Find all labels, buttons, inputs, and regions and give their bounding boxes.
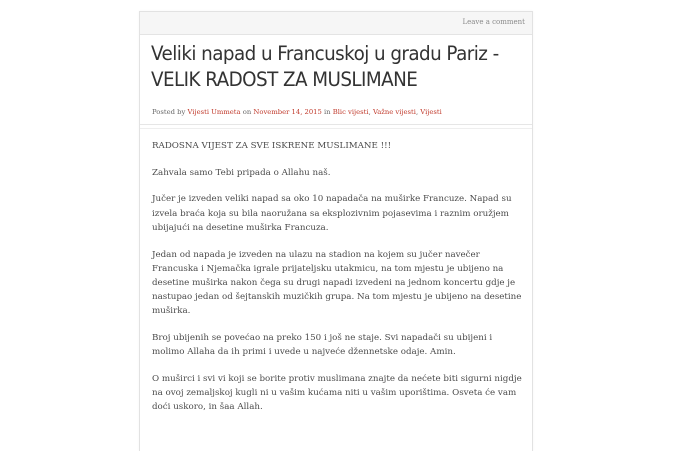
on-label: on (242, 108, 252, 116)
post-meta (152, 108, 522, 116)
post-card (139, 11, 533, 451)
posted-by-label: Posted by (152, 108, 186, 116)
content-paragraph: Jučer je izveden veliki napad sa oko 10 napadača na muširke Francuze. Napad su izvela braća koja su bila naoružana sa eksplozivnim pojasevima i raznim oružjem ubijajući na desetine muširka Francuza. (152, 194, 512, 233)
content-paragraph: RADOSNA VIJEST ZA SVE ISKRENE MUSLIMANE !!! (152, 141, 392, 151)
content-paragraph: Jedan od napada je izveden na ulazu na stadion na kojem su jučer navečer Francuska i Njemačka igrale prijateljsku utakmicu, na tom mjestu je ubijeno na desetine muširka nakon čega su drugi napadi izvedeni na jednom koncertu gdje je nastupao jedan od šejtanskih muzičkih grupa. Na tom mjestu je ubijeno na desetine muširka. (152, 249, 522, 317)
post-content (152, 139, 522, 427)
header-divider-secondary (140, 128, 532, 129)
category-separator: , (368, 108, 371, 116)
category-link-vijesti[interactable]: Vijesti (420, 108, 442, 116)
post-title[interactable]: Veliki napad u Francuskoj u gradu Pariz - VELIK RADOST ZA MUSLIMANE (151, 42, 499, 91)
leave-comment-link[interactable]: Leave a comment (462, 18, 525, 26)
content-paragraph: Zahvala samo Tebi pripada o Allahu naš. (152, 167, 331, 178)
category-link-blic[interactable]: Blic vijesti (332, 108, 369, 116)
post-top-bar (140, 12, 532, 35)
header-divider (140, 124, 532, 125)
author-link[interactable]: Vijesti Ummeta (187, 108, 241, 116)
in-label: in (324, 108, 331, 116)
category-link-vazne[interactable]: Važne vijesti (372, 108, 416, 116)
category-separator: , (415, 108, 419, 116)
content-paragraph: O muširci i svi vi koji se borite protiv muslimana znajte da nećete biti sigurni nigdje na ovoj zemaljskoj kugli ni u vašim kućama niti u vašim uporištima. Osveta će vam doći uskoro, in šaa Allah. (152, 373, 522, 413)
content-paragraph: Broj ubijenih se povećao na preko 150 i još ne staje. Svi napadači su ubijeni i molimo Allaha da ih primi i uvede u najveće džennetske odaje. Amin. (152, 333, 493, 358)
date-link[interactable]: November 14, 2015 (253, 108, 322, 116)
